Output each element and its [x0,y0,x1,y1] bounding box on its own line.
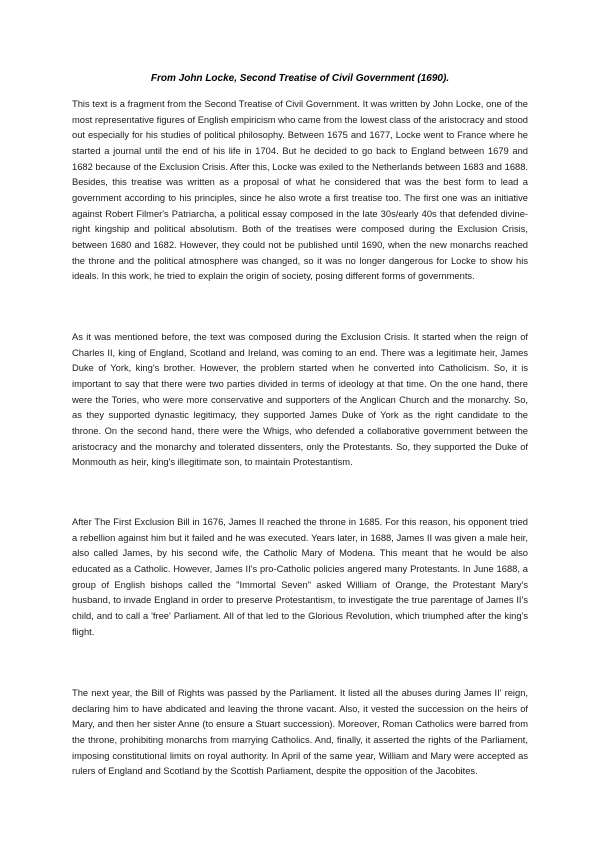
paragraph-4: The next year, the Bill of Rights was passed by the Parliament. It listed all the abuses during James II' reign, declaring him to have abdicated and leaving the throne vacant. Also, it vested the succession on the heirs of Mary, and then her sister Anne (to ensure a Stuart succession). Moreover, Roman Catholics were barred from the throne, prohibiting monarchs from marrying Catholics. And, finally, it asserted the rights of the Parliament, imposing constitutional limits on royal authority. In April of the same year, William and Mary were accepted as rulers of England and Scotland by the Scottish Parliament, despite the opposition of the Jacobites. [72,688,528,777]
paragraph-1: This text is a fragment from the Second Treatise of Civil Government. It was written by John Locke, one of the most representative figures of English empiricism who came from the lowest class of the aristocracy and stood out especially for his studies of political philosophy. Between 1675 and 1677, Locke went to France where he started a journal until the end of his life in 1704. But he decided to go back to England between 1679 and 1682 because of the Exclusion Crisis. After this, Locke was exiled to the Netherlands between 1683 and 1688. Besides, this treatise was written as a proposal of what he considered that was the best form to lead a government according to his principles, since he also wrote a first treatise too. The first one was an initiative against Robert Filmer's Patriarcha, a political essay composed in the late 30s/early 40s that defended divine-right kingship and political absolutism. Both of the treatises were composed during the Exclusion Crisis, between 1680 and 1682. However, they could not be published until 1690, when the new monarchs reached the throne and the political atmosphere was changed, so it was no longer dangerous for Locke to show his ideals. In this work, he tried to explain the origin of society, posing different forms of governments. [72,99,528,282]
paragraph-2: As it was mentioned before, the text was composed during the Exclusion Crisis. It started when the reign of Charles II, king of England, Scotland and Ireland, was coming to an end. There was a legitimate heir, James Duke of York, king's brother. However, the problem started when he converted into Catholicism. So, it is important to say that there were two parties divided in terms of ideology at that time. On the one hand, there were the Tories, who were more conservative and supporters of the Anglican Church and the monarchy. So, as they supported dynastic legitimacy, they supported James Duke of York as the right candidate to the throne. On the second hand, there were the Whigs, who defended a collaborative government between the aristocracy and the monarchy and tolerated dissenters, only the Protestants. So, they supported the Duke of Monmouth as heir, king's illegitimate son, to maintain Protestantism. [72,332,528,468]
document-title: From John Locke, Second Treatise of Civil Government (1690). [150,73,450,84]
paragraph-3: After The First Exclusion Bill in 1676, James II reached the throne in 1685. For this reason, his opponent tried a rebellion against him but it failed and he was executed. Years later, in 1688, James II was given a male heir, also called James, by his second wife, the Catholic Mary of Modena. This meant that he would be also educated as a Catholic. However, James II's pro-Catholic policies angered many Protestants. In June 1688, a group of English bishops called the "Immortal Seven" asked William of Orange, the Protestant Mary's husband, to invade England in order to preserve Protestantism, to investigate the true parentage of James II's child, and to call a 'free' Parliament. All of that led to the Glorious Revolution, which triumphed after the king's flight. [72,517,528,637]
